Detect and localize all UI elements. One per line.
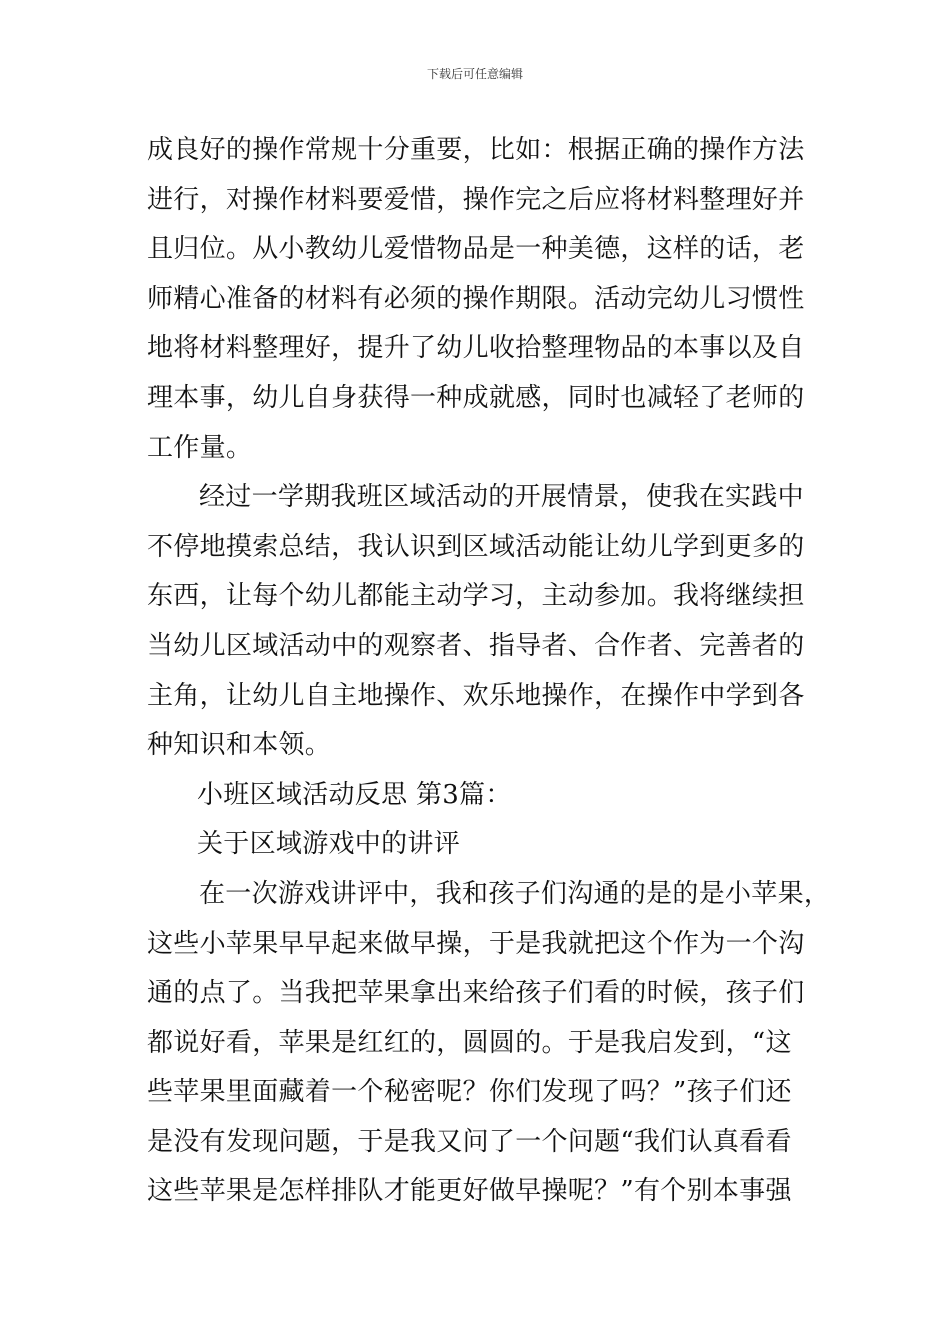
text-line: 这些苹果是怎样排队才能更好做早操呢？”有个别本事强: [147, 1176, 792, 1207]
text-line: 且归位。从小教幼儿爱惜物品是一种美德，这样的话，老: [147, 234, 805, 265]
text-line: 不停地摸索总结，我认识到区域活动能让幼儿学到更多的: [147, 531, 805, 562]
text-line: 地将材料整理好，提升了幼儿收拾整理物品的本事以及自: [147, 333, 805, 364]
text-line: 这些小苹果早早起来做早操，于是我就把这个作为一个沟: [147, 928, 805, 959]
text-line: 通的点了。当我把苹果拿出来给孩子们看的时候，孩子们: [147, 978, 805, 1009]
text-line: 理本事，幼儿自身获得一种成就感，同时也减轻了老师的: [147, 382, 805, 413]
text-line: 都说好看，苹果是红红的，圆圆的。于是我启发到，“这: [147, 1027, 792, 1058]
paragraph-start-line: 在一次游戏讲评中，我和孩子们沟通的是的是小苹果，: [199, 878, 831, 909]
document-body: [147, 126, 831, 1217]
text-line: 些苹果里面藏着一个秘密呢？你们发现了吗？”孩子们还: [147, 1077, 792, 1108]
text-line: 师精心准备的材料有必须的操作期限。活动完幼儿习惯性: [147, 283, 805, 314]
section-heading: 小班区域活动反思 第3篇：: [197, 779, 512, 810]
text-line: 进行，对操作材料要爱惜，操作完之后应将材料整理好并: [147, 184, 805, 215]
text-line: 东西，让每个幼儿都能主动学习，主动参加。我将继续担: [147, 581, 805, 612]
text-line: 是没有发现问题，于是我又问了一个问题“我们认真看看: [147, 1126, 792, 1157]
section-subtitle: 关于区域游戏中的讲评: [197, 829, 461, 860]
text-line: 成良好的操作常规十分重要，比如：根据正确的操作方法: [147, 135, 805, 165]
text-line: 主角，让幼儿自主地操作、欢乐地操作，在操作中学到各: [147, 680, 805, 711]
paragraph-start-line: 经过一学期我班区域活动的开展情景，使我在实践中: [199, 482, 804, 513]
page-header: 下载后可任意编辑: [426, 67, 523, 81]
text-line: 种知识和本领。: [147, 730, 332, 761]
text-line: 当幼儿区域活动中的观察者、指导者、合作者、完善者的: [147, 630, 805, 661]
text-line: 工作量。: [147, 432, 253, 463]
